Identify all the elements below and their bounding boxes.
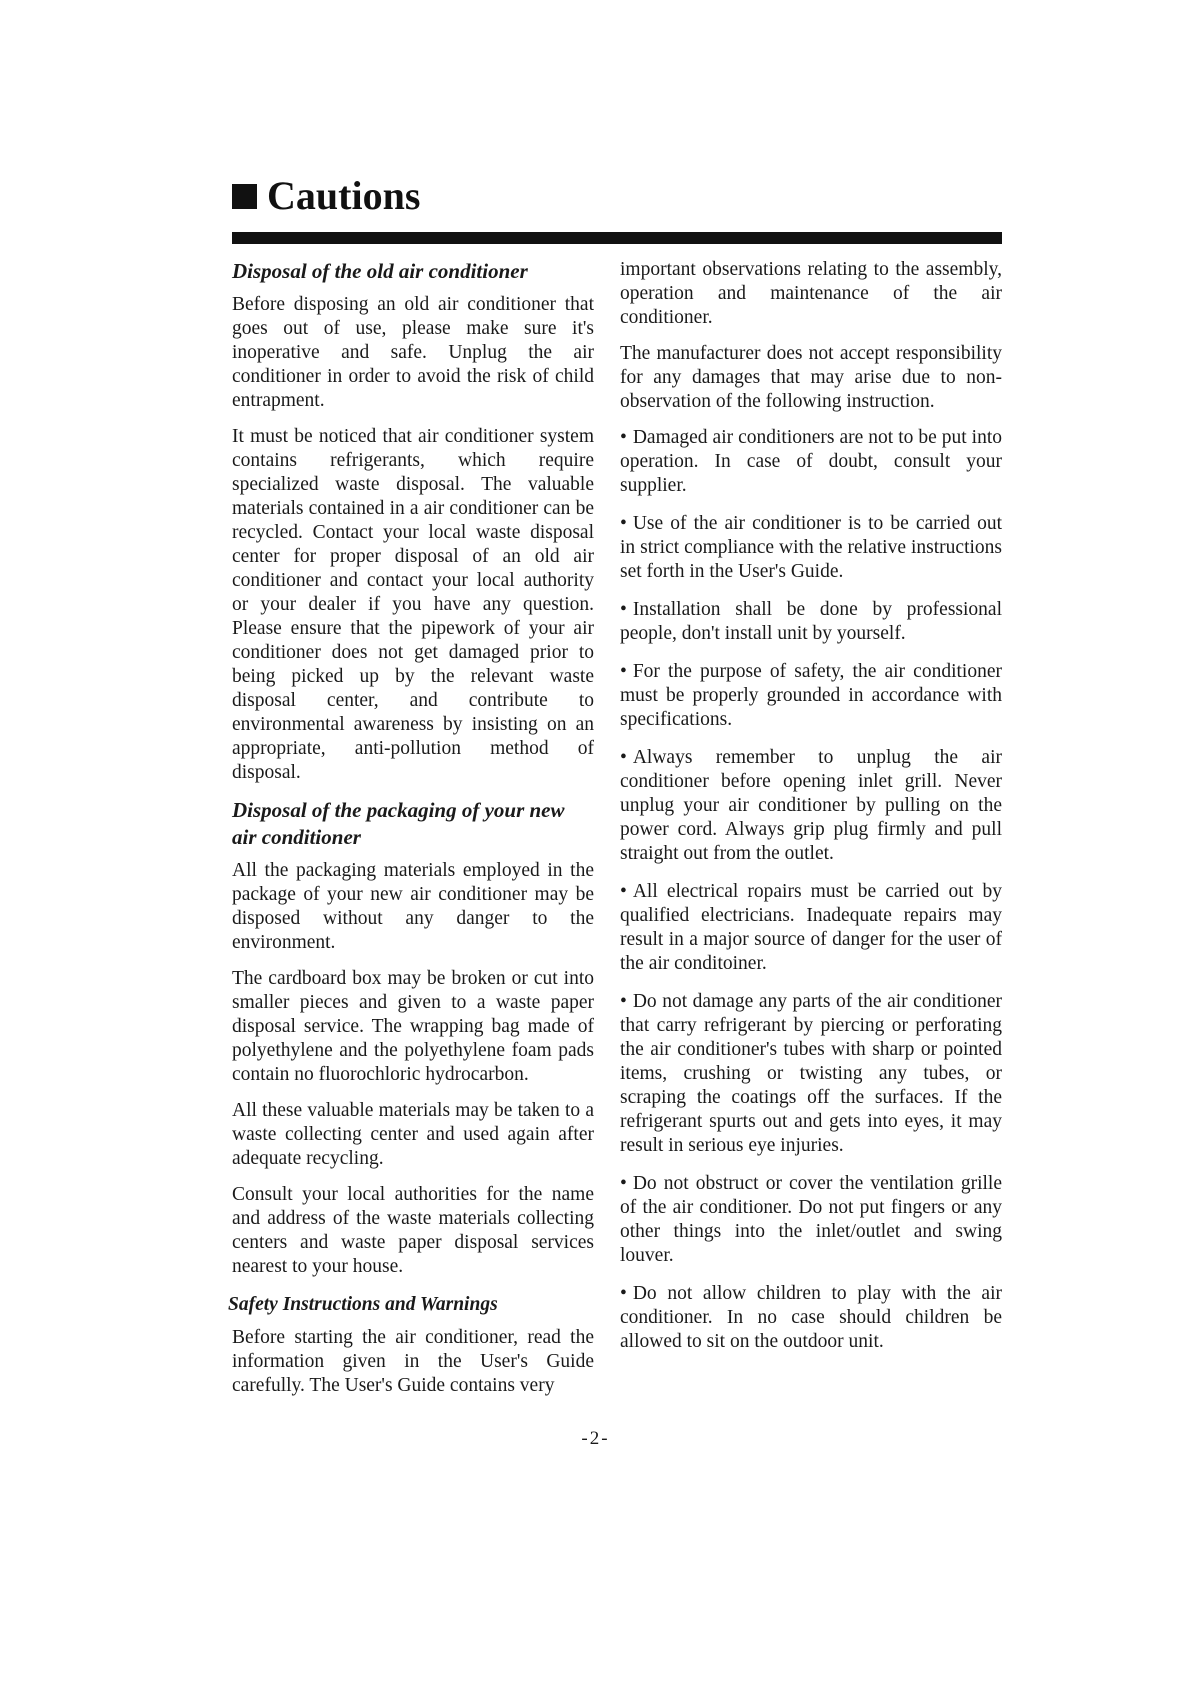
title-rule	[232, 232, 1002, 244]
paragraph: Before disposing an old air conditioner that goes out of use, please make sure it's inoperative and safe. Unplug the air conditioner in order to avoid the risk of child entrapment.	[232, 294, 594, 411]
bullet-item	[620, 1172, 1002, 1268]
paragraph: Consult your local authorities for the name and address of the waste materials collecting centers and waste paper disposal services nearest to your house.	[232, 1184, 594, 1277]
bullet-dot-icon: •	[620, 991, 627, 1012]
paragraph: The cardboard box may be broken or cut into smaller pieces and given to a waste paper disposal service. The wrapping bag made of polyethylene and the polyethylene foam pads contain no fluorochloric hydrocarbon.	[232, 968, 594, 1085]
bullet-text: Do not damage any parts of the air conditioner that carry refrigerant by piercing or perforating the air conditioner's tubes with sharp or pointed items, crushing or twisting any tubes, or scraping the coatings off the surfaces. If the refrigerant spurts out and gets into eyes, it may result in serious eye injuries.	[620, 991, 1002, 1156]
bullet-text: Damaged air conditioners are not to be put into operation. In case of doubt, consult your supplier.	[620, 427, 1002, 496]
paragraph: All the packaging materials employed in the package of your new air conditioner may be disposed without any danger to the environment.	[232, 860, 594, 953]
bullet-dot-icon: •	[620, 513, 627, 534]
bullet-text: Do not allow children to play with the air conditioner. In no case should children be allowed to sit on the outdoor unit.	[620, 1283, 1002, 1352]
bullet-item	[620, 990, 1002, 1158]
page-number: -2-	[581, 1428, 610, 1449]
bullet-dot-icon: •	[620, 881, 627, 902]
bullet-item	[620, 660, 1002, 732]
bullet-dot-icon: •	[620, 747, 627, 768]
bullet-item	[620, 746, 1002, 866]
bullet-dot-icon: •	[620, 1173, 627, 1194]
right-column	[620, 258, 1002, 1368]
heading-safety-instructions: Safety Instructions and Warnings	[228, 1294, 498, 1315]
paragraph: It must be noticed that air conditioner system contains refrigerants, which require specialized waste disposal. The valuable materials contained in a air conditioner can be recycled. Contact your local waste disposal center for proper disposal of an old air conditioner and contact your local authority or your dealer if you have any question. Please ensure that the pipework of your air conditioner does not get damaged prior to being picked up by the relevant waste disposal center, and contribute to environmental awareness by insisting on an appropriate, anti-pollution method of disposal.	[232, 426, 594, 783]
bullet-list	[620, 426, 1002, 1354]
paragraph: Before starting the air conditioner, read the information given in the User's Guide carefully. The User's Guide contains very	[232, 1327, 594, 1396]
bullet-item	[620, 598, 1002, 646]
paragraph: All these valuable materials may be taken to a waste collecting center and used again after adequate recycling.	[232, 1100, 594, 1169]
bullet-dot-icon: •	[620, 599, 627, 620]
bullet-text: All electrical ropairs must be carried out by qualified electricians. Inadequate repairs may result in a major source of danger for the user of the air conditoiner.	[620, 881, 1002, 974]
bullet-dot-icon: •	[620, 427, 627, 448]
page-title	[232, 173, 421, 218]
bullet-text: For the purpose of safety, the air conditioner must be properly grounded in accordance with specifications.	[620, 661, 1002, 730]
bullet-text: Use of the air conditioner is to be carried out in strict compliance with the relative instructions set forth in the User's Guide.	[620, 513, 1002, 582]
bullet-dot-icon: •	[620, 1283, 627, 1304]
heading-disposal-packaging: Disposal of the packaging of your new air conditioner	[232, 798, 565, 849]
bullet-text: Always remember to unplug the air conditioner before opening inlet grill. Never unplug your air conditioner by pulling on the power cord. Always grip plug firmly and pull straight out from the outlet.	[620, 747, 1002, 864]
bullet-item	[620, 426, 1002, 498]
bullet-item	[620, 880, 1002, 976]
bullet-item	[620, 1282, 1002, 1354]
bullet-text: Installation shall be done by professional people, don't install unit by yourself.	[620, 599, 1002, 644]
bullet-dot-icon: •	[620, 661, 627, 682]
page-title-text: Cautions	[267, 173, 421, 218]
square-bullet-icon	[232, 184, 257, 209]
bullet-text: Do not obstruct or cover the ventilation grille of the air conditioner. Do not put fingers or any other things into the inlet/outlet and swing louver.	[620, 1173, 1002, 1266]
paragraph: important observations relating to the assembly, operation and maintenance of the air conditioner.	[620, 259, 1002, 328]
heading-disposal-old: Disposal of the old air conditioner	[232, 259, 528, 283]
bullet-item	[620, 512, 1002, 584]
left-column	[228, 258, 594, 1410]
paragraph: The manufacturer does not accept responsibility for any damages that may arise due to non-observation of the following instruction.	[620, 343, 1002, 412]
